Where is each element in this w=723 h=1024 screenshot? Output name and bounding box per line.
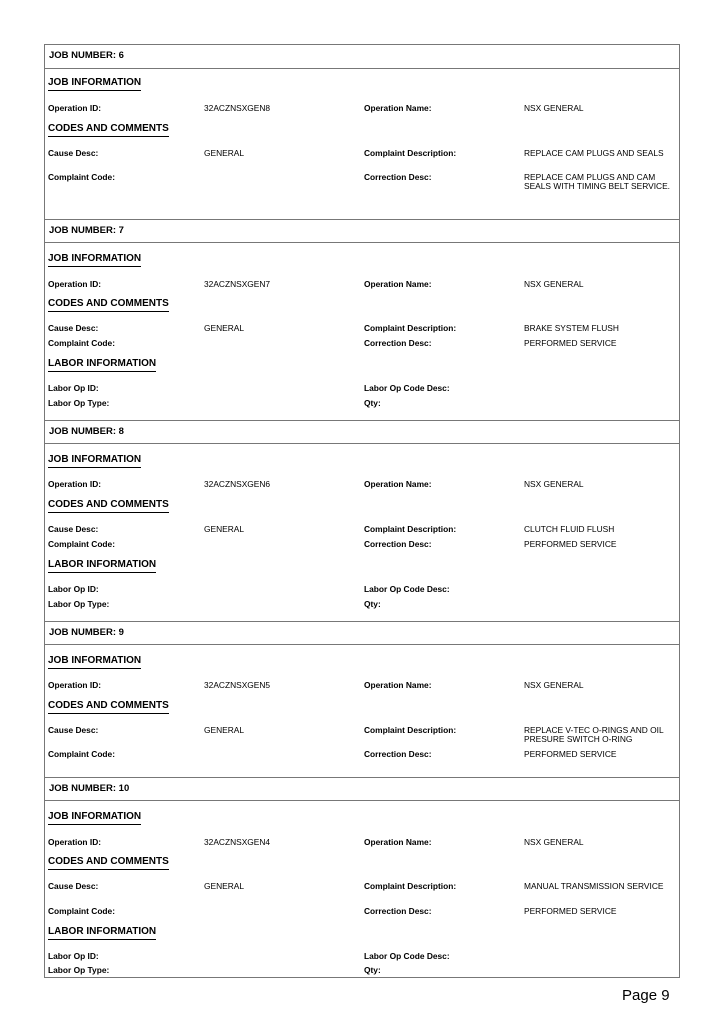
operation-name-value: NSX GENERAL	[524, 479, 584, 489]
operation-name-label: Operation Name:	[364, 279, 432, 289]
cause-desc-value: GENERAL	[204, 148, 245, 158]
operation-id-label: Operation ID:	[48, 103, 102, 113]
cause-desc-label: Cause Desc:	[48, 725, 99, 735]
labor-op-type-label: Labor Op Type:	[48, 599, 110, 609]
section-job-information: JOB INFORMATION	[48, 811, 141, 825]
complaint-code-label: Complaint Code:	[48, 172, 115, 182]
section-labor-information: LABOR INFORMATION	[48, 358, 156, 372]
correction-desc-label: Correction Desc:	[364, 172, 432, 182]
correction-desc-label: Correction Desc:	[364, 906, 432, 916]
section-job-information: JOB INFORMATION	[48, 454, 141, 468]
section-codes-and-comments: CODES AND COMMENTS	[48, 499, 169, 513]
qty-label: Qty:	[364, 965, 381, 975]
labor-op-type-label: Labor Op Type:	[48, 965, 110, 975]
complaint-code-label: Complaint Code:	[48, 906, 115, 916]
correction-desc-label: Correction Desc:	[364, 539, 432, 549]
section-codes-and-comments: CODES AND COMMENTS	[48, 700, 169, 714]
complaint-description-label: Complaint Description:	[364, 148, 457, 158]
complaint-description-label: Complaint Description:	[364, 323, 457, 333]
job-list-frame	[44, 44, 680, 978]
cause-desc-label: Cause Desc:	[48, 881, 99, 891]
job-header: JOB NUMBER: 9	[45, 621, 679, 645]
correction-desc-value: PERFORMED SERVICE	[524, 906, 617, 916]
complaint-code-label: Complaint Code:	[48, 338, 115, 348]
operation-id-value: 32ACZNSXGEN4	[204, 837, 271, 847]
complaint-description-label: Complaint Description:	[364, 881, 457, 891]
job-header: JOB NUMBER: 6	[45, 45, 679, 69]
section-codes-and-comments: CODES AND COMMENTS	[48, 856, 169, 870]
operation-name-label: Operation Name:	[364, 479, 432, 489]
correction-desc-value: PERFORMED SERVICE	[524, 539, 617, 549]
correction-desc-label: Correction Desc:	[364, 338, 432, 348]
complaint-description-label: Complaint Description:	[364, 524, 457, 534]
section-job-information: JOB INFORMATION	[48, 253, 141, 267]
qty-label: Qty:	[364, 599, 381, 609]
labor-op-id-label: Labor Op ID:	[48, 951, 99, 961]
operation-id-label: Operation ID:	[48, 680, 102, 690]
complaint-description-value: MANUAL TRANSMISSION SERVICE	[524, 881, 664, 891]
labor-op-id-label: Labor Op ID:	[48, 584, 99, 594]
operation-id-value: 32ACZNSXGEN6	[204, 479, 271, 489]
cause-desc-value: GENERAL	[204, 881, 245, 891]
job-header: JOB NUMBER: 10	[45, 777, 679, 801]
section-job-information: JOB INFORMATION	[48, 655, 141, 669]
labor-op-id-label: Labor Op ID:	[48, 383, 99, 393]
complaint-description-value: REPLACE CAM PLUGS AND SEALS	[524, 148, 664, 158]
cause-desc-value: GENERAL	[204, 524, 245, 534]
complaint-description-label: Complaint Description:	[364, 725, 457, 735]
section-codes-and-comments: CODES AND COMMENTS	[48, 298, 169, 312]
cause-desc-value: GENERAL	[204, 323, 245, 333]
operation-name-value: NSX GENERAL	[524, 279, 584, 289]
section-labor-information: LABOR INFORMATION	[48, 926, 156, 940]
section-job-information: JOB INFORMATION	[48, 77, 141, 91]
operation-name-value: NSX GENERAL	[524, 837, 584, 847]
operation-name-value: NSX GENERAL	[524, 103, 584, 113]
page-number: Page 9	[622, 987, 670, 1004]
job-header: JOB NUMBER: 8	[45, 420, 679, 444]
correction-desc-value: PERFORMED SERVICE	[524, 338, 617, 348]
operation-name-label: Operation Name:	[364, 680, 432, 690]
complaint-description-value: BRAKE SYSTEM FLUSH	[524, 323, 619, 333]
labor-op-code-desc-label: Labor Op Code Desc:	[364, 584, 450, 594]
labor-op-code-desc-label: Labor Op Code Desc:	[364, 951, 450, 961]
operation-id-value: 32ACZNSXGEN8	[204, 103, 271, 113]
complaint-description-value: CLUTCH FLUID FLUSH	[524, 524, 615, 534]
job-header: JOB NUMBER: 7	[45, 219, 679, 243]
labor-op-code-desc-label: Labor Op Code Desc:	[364, 383, 450, 393]
operation-id-label: Operation ID:	[48, 479, 102, 489]
cause-desc-label: Cause Desc:	[48, 148, 99, 158]
operation-name-label: Operation Name:	[364, 103, 432, 113]
operation-id-value: 32ACZNSXGEN5	[204, 680, 271, 690]
section-codes-and-comments: CODES AND COMMENTS	[48, 123, 169, 137]
correction-desc-value: REPLACE CAM PLUGS AND CAM SEALS WITH TIMING BELT SERVICE.	[524, 172, 670, 191]
operation-id-value: 32ACZNSXGEN7	[204, 279, 271, 289]
operation-id-label: Operation ID:	[48, 279, 102, 289]
cause-desc-value: GENERAL	[204, 725, 245, 735]
correction-desc-value: PERFORMED SERVICE	[524, 749, 617, 759]
complaint-code-label: Complaint Code:	[48, 749, 115, 759]
operation-name-value: NSX GENERAL	[524, 680, 584, 690]
operation-id-label: Operation ID:	[48, 837, 102, 847]
labor-op-type-label: Labor Op Type:	[48, 398, 110, 408]
correction-desc-label: Correction Desc:	[364, 749, 432, 759]
complaint-description-value: REPLACE V-TEC O-RINGS AND OIL PRESURE SWITCH O-RING	[524, 725, 664, 744]
section-labor-information: LABOR INFORMATION	[48, 559, 156, 573]
qty-label: Qty:	[364, 398, 381, 408]
operation-name-label: Operation Name:	[364, 837, 432, 847]
complaint-code-label: Complaint Code:	[48, 539, 115, 549]
cause-desc-label: Cause Desc:	[48, 323, 99, 333]
cause-desc-label: Cause Desc:	[48, 524, 99, 534]
